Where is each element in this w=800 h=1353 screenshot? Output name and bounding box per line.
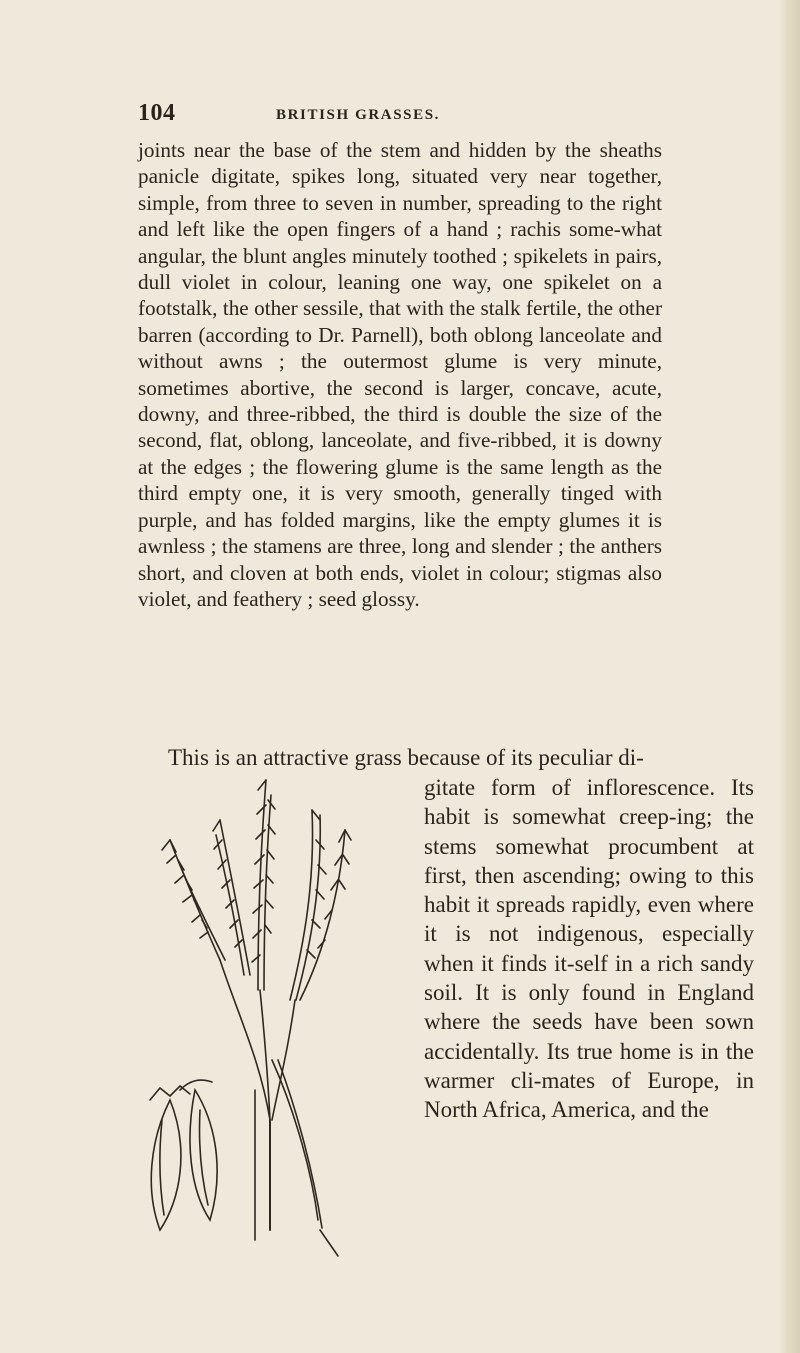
page-number: 104 [138,100,176,126]
paragraph-1: joints near the base of the stem and hidden by the sheaths panicle digitate, spikes long, situated very near together, simple, from three to seven in number, spreading to the right and left like the open fingers of a hand ; rachis some-what angular, the blunt angles minutely toothed ; spikelets in pairs, dull violet in colour, leaning one way, one spikelet on a footstalk, the other sessile, that with the stalk fertile, the other barren (according to Dr. Parnell), both oblong lanceolate and without awns ; the outermost glume is very minute, sometimes abortive, the second is larger, concave, acute, downy, and three-ribbed, the third is double the size of the second, flat, oblong, lanceolate, and five-ribbed, it is downy at the edges ; the flowering glume is the same length as the third empty one, it is very smooth, generally tinged with purple, and has folded margins, like the empty glumes it is awnless ; the stamens are three, long and slender ; the anthers short, and cloven at both ends, violet in colour; stigmas also violet, and feathery ; seed glossy. [138,138,662,611]
paragraph-2-continued: gitate form of inflorescence. Its habit is somewhat creep-ing; the stems somewhat procumbent at first, then ascending; owing to this habit it spreads rapidly, even where it is not indigenous, especially when it finds it-self in a rich sandy soil. It is only found in England where the seeds have been sown accidentally. Its true home is in the warmer cli-mates of Europe, in North Africa, America, and the [424,775,754,1123]
grass-spikes-engraving-icon [140,760,420,1260]
page-edge-shadow [778,0,800,1353]
running-head: BRITISH GRASSES. [276,107,440,123]
page-header [138,100,698,130]
paragraph-2-first-line: This is an attractive grass because of its peculiar di- [168,745,644,770]
